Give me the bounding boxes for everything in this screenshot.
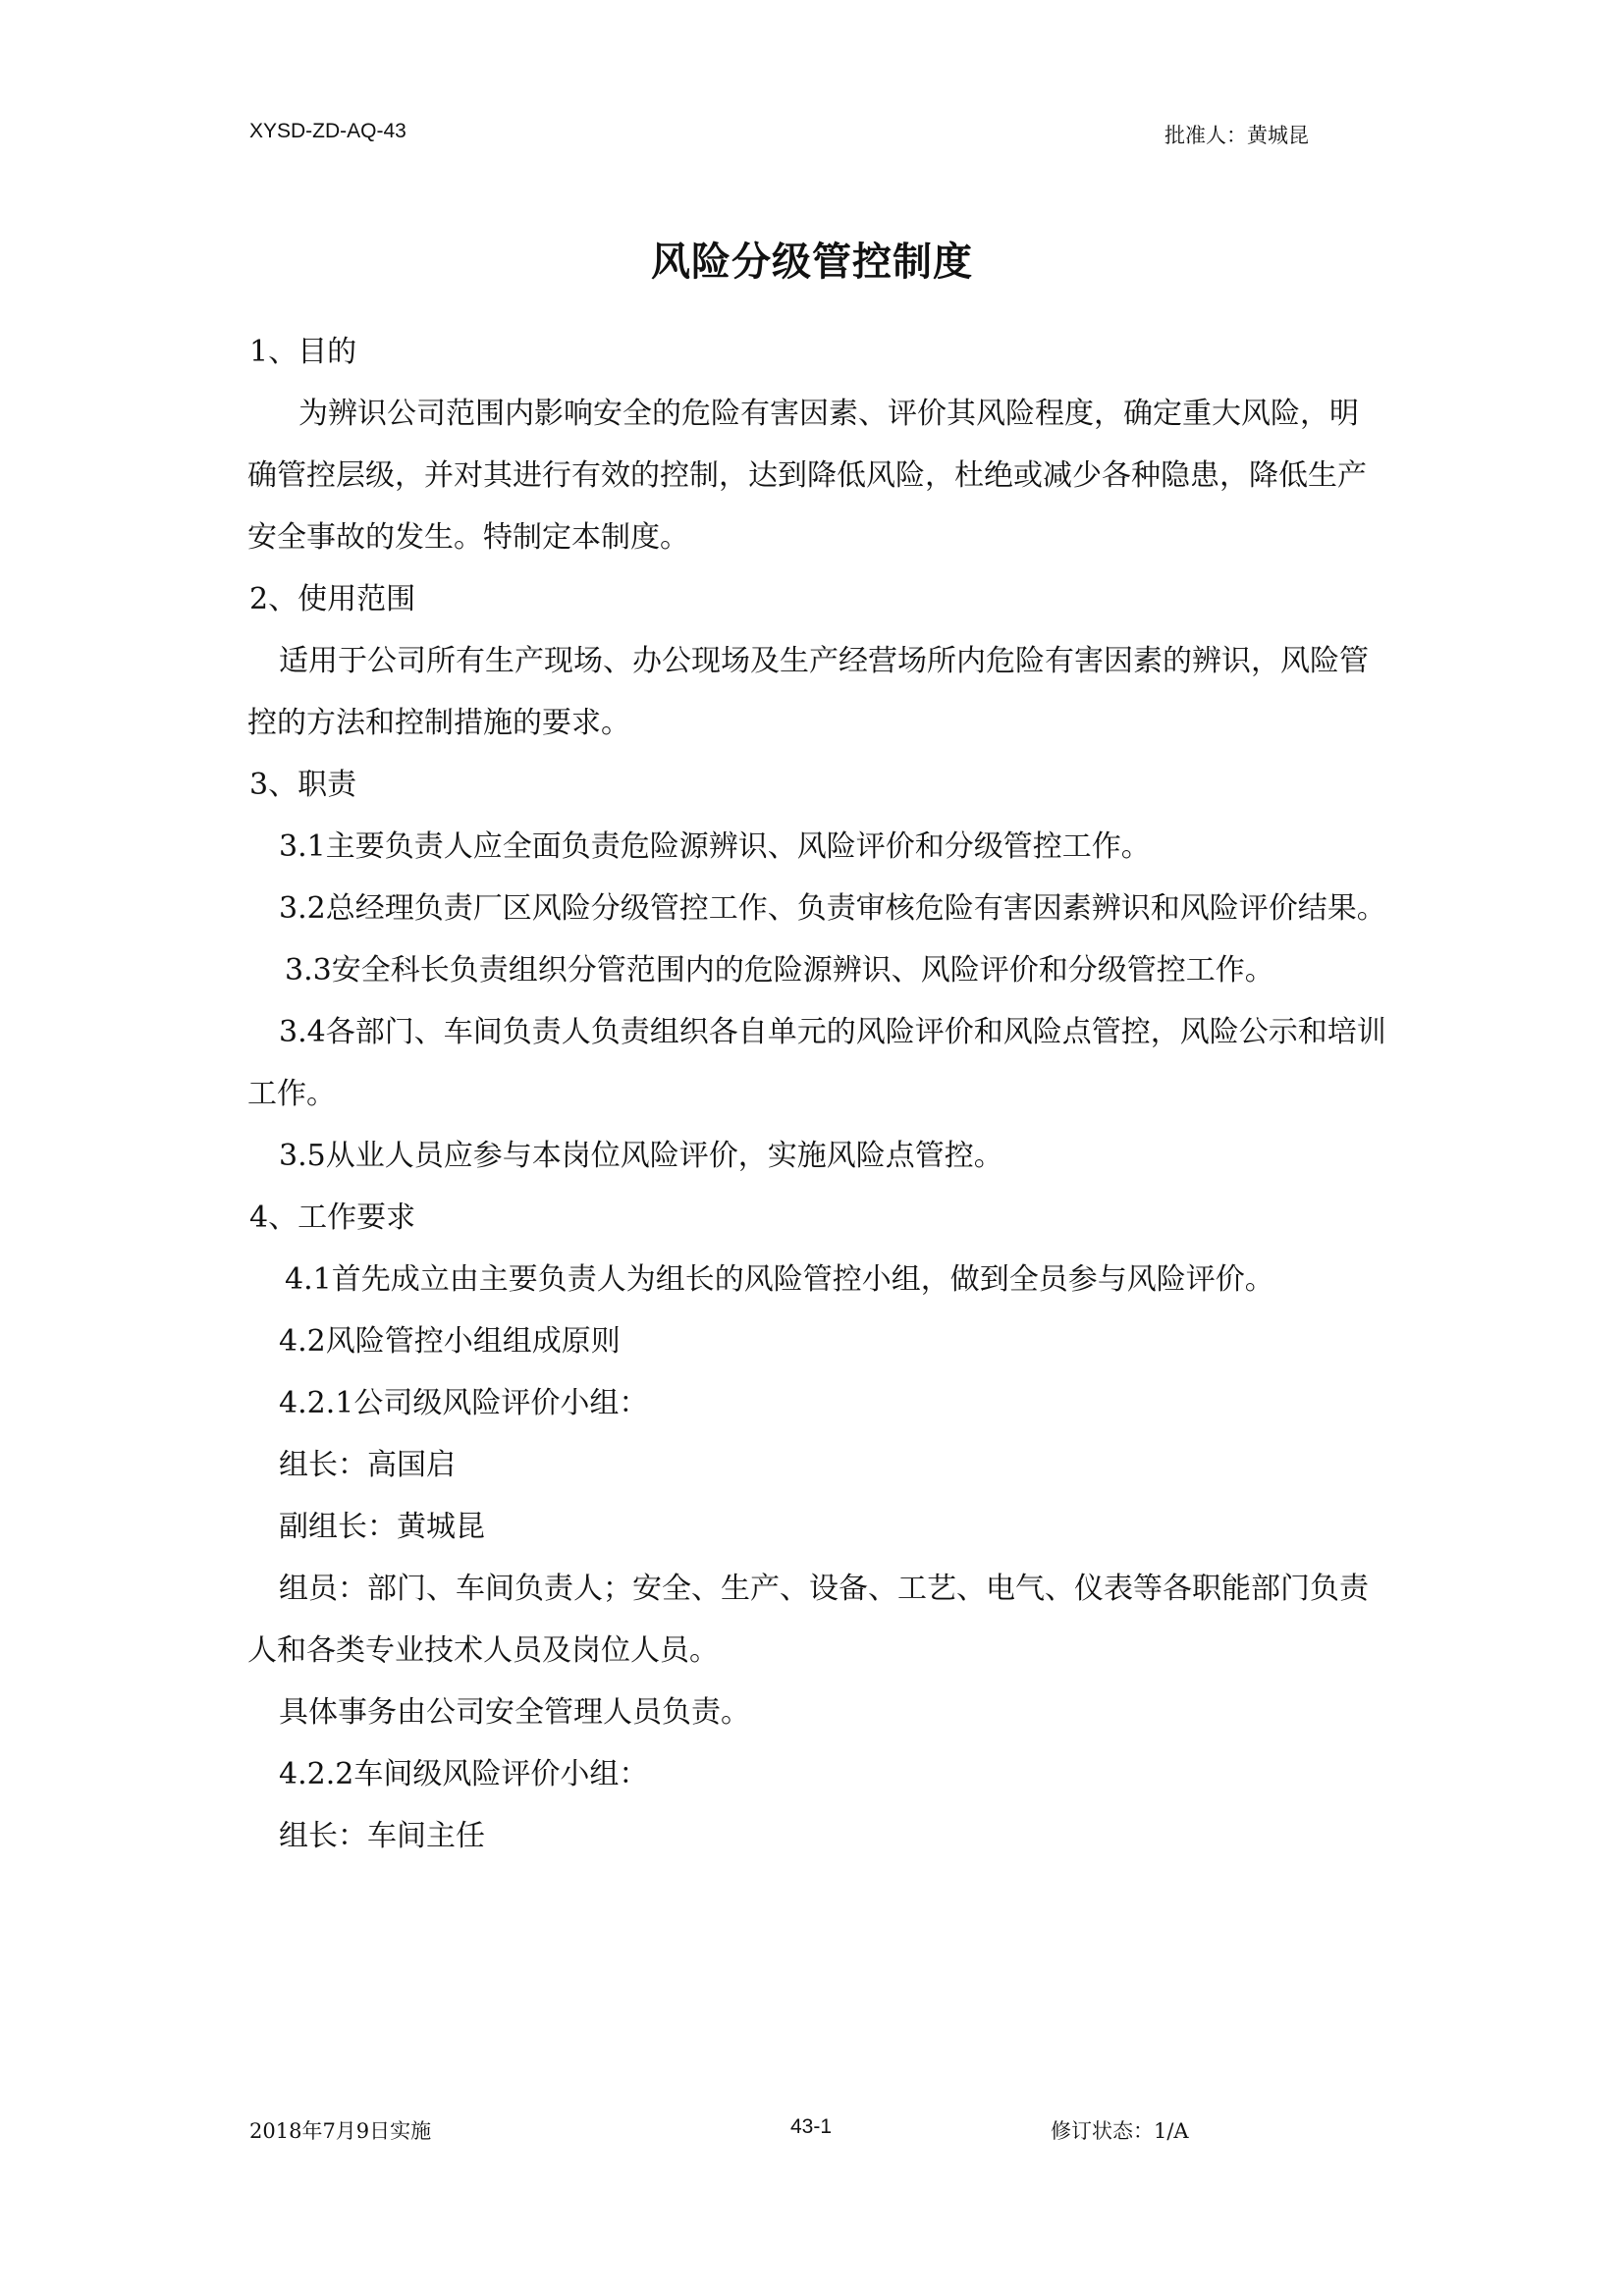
group-members: 组员：部门、车间负责人；安全、生产、设备、工艺、电气、仪表等各职能部门负责人和各类专业技术人员及岗位人员。 [247,1572,1369,1668]
section-1-heading: 1、目的 [249,335,357,369]
clause-3-4: 3.4各部门、车间负责人负责组织各自单元的风险评价和风险点管控，风险公示和培训工作。 [247,1015,1386,1111]
document-body [247,321,1386,1867]
clause-4-2: 4.2风险管控小组组成原则 [279,1324,621,1359]
workshop-group-leader: 组长：车间主任 [279,1819,485,1853]
section-2-heading: 2、使用范围 [249,582,416,616]
clause-4-1: 4.1首先成立由主要负责人为组长的风险管控小组，做到全员参与风险评价。 [285,1262,1274,1297]
revision-status: 修订状态：1/A [1051,2119,1189,2143]
document-code: XYSD-ZD-AQ-43 [249,120,406,142]
group-deputy-leader: 副组长：黄城昆 [279,1510,485,1544]
clause-4-2-1: 4.2.1公司级风险评价小组： [279,1386,649,1420]
page-number: 43-1 [790,2115,833,2138]
clause-3-1: 3.1主要负责人应全面负责危险源辨识、风险评价和分级管控工作。 [279,829,1151,864]
approver: 批准人：黄城昆 [1164,124,1309,147]
section-4-heading: 4、工作要求 [249,1201,416,1235]
daily-affairs-note: 具体事务由公司安全管理人员负责。 [279,1695,750,1730]
clause-3-5: 3.5从业人员应参与本岗位风险评价，实施风险点管控。 [279,1139,1003,1173]
group-leader: 组长：高国启 [279,1448,456,1482]
clause-3-3: 3.3安全科长负责组织分管范围内的危险源辨识、风险评价和分级管控工作。 [285,953,1274,988]
clause-4-2-2: 4.2.2车间级风险评价小组： [279,1757,649,1791]
section-2-text: 适用于公司所有生产现场、办公现场及生产经营场所内危险有害因素的辨识，风险管控的方法和控制措施的要求。 [247,644,1369,740]
section-1-text: 为辨识公司范围内影响安全的危险有害因素、评价其风险程度，确定重大风险，明确管控层级，并对其进行有效的控制，达到降低风险，杜绝或减少各种隐患，降低生产安全事故的发生。特制定本制度。 [247,397,1367,555]
page-title: 风险分级管控制度 [651,240,973,285]
effective-date: 2018年7月9日实施 [249,2119,432,2143]
section-3-heading: 3、职责 [249,768,357,802]
clause-3-2: 3.2总经理负责厂区风险分级管控工作、负责审核危险有害因素辨识和风险评价结果。 [279,891,1386,926]
